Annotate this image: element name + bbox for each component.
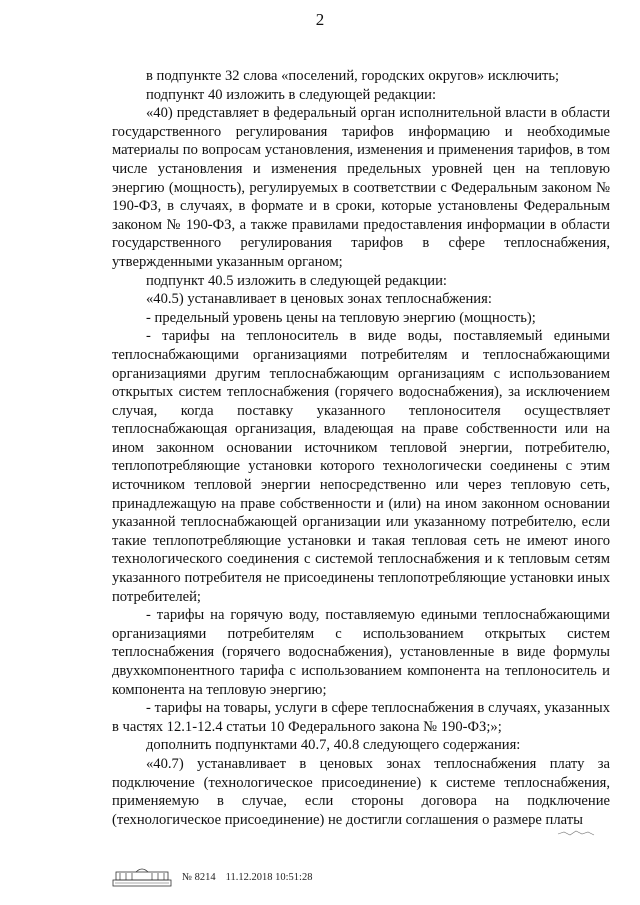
building-emblem-icon — [112, 866, 172, 888]
paragraph: - тарифы на горячую воду, поставляемую едиными теплоснабжающими организациями потребителям с использованием открытых систем теплоснабжения (горячего водоснабжения), установленные в виде формулы двухкомпонентного тарифа с использованием компонента на теплоноситель и компонента на тепловую энергию; — [112, 607, 610, 698]
paragraph: - предельный уровень цены на тепловую энергию (мощность); — [146, 309, 536, 326]
document-footer — [112, 866, 312, 888]
document-body — [112, 67, 610, 829]
document-registration-number: № 8214 — [182, 871, 216, 883]
paragraph: «40.5) устанавливает в ценовых зонах теплоснабжения: — [146, 291, 492, 308]
paragraph: «40) представляет в федеральный орган исполнительной власти в области государственного регулирования тарифов информацию и необходимые материалы по вопросам установления, изменения и применения тарифов, в том числе установления и изменения предельных уровней цен на тепловую энергию (мощность), регулируемых в соответствии с Федеральным законом № 190-ФЗ, в случаях, в формате и в сроки, которые установлены Федеральным законом № 190-ФЗ, а также правилами предоставления информации в области государственного регулирования тарифов в сфере теплоснабжения, утвержденными указанным органом; — [112, 105, 610, 270]
paragraph: - тарифы на теплоноситель в виде воды, поставляемый едиными теплоснабжающими организациями потребителям и теплоснабжающими организациями другим теплоснабжающим организациям с использованием открытых систем теплоснабжения (горячего водоснабжения), за исключением случая, когда поставку указанного теплоносителя осуществляет теплоснабжающая организация, владеющая на праве собственности или на ином законном основании источником тепловой энергии, потребителю, теплопотребляющие установки которого технологически соединены с этим источником тепловой энергии непосредственно или через тепловую сеть, принадлежащую на праве собственности и (или) на ином законном основании указанной теплоснабжающей организации или указанному потребителю, если такие теплопотребляющие установки и такая тепловая сеть не имеют иного технологического соединения с системой теплоснабжения и к тепловым сетям указанного потребителя не присоединены теплопотребляющие установки иных потребителей; — [112, 328, 610, 605]
page-number: 2 — [315, 10, 325, 29]
paragraph: - тарифы на товары, услуги в сфере теплоснабжения в случаях, указанных в частях 12.1-12.4 статьи 10 Федерального закона № 190-ФЗ;»; — [112, 700, 610, 735]
paragraph: подпункт 40.5 изложить в следующей редакции: — [146, 272, 447, 289]
paragraph: «40.7) устанавливает в ценовых зонах теплоснабжения плату за подключение (технологическое присоединение) к системе теплоснабжения, применяемую в случае, если стороны договора на подключение (технологическое присоединение) не достигли соглашения о размере платы — [112, 755, 610, 828]
scan-artifact-icon — [556, 826, 596, 838]
paragraph: подпункт 40 изложить в следующей редакции: — [146, 86, 437, 103]
document-timestamp: 11.12.2018 10:51:28 — [225, 871, 313, 883]
paragraph: в подпункте 32 слова «поселений, городских округов» исключить; — [146, 68, 560, 84]
paragraph: дополнить подпунктами 40.7, 40.8 следующего содержания: — [146, 737, 521, 754]
